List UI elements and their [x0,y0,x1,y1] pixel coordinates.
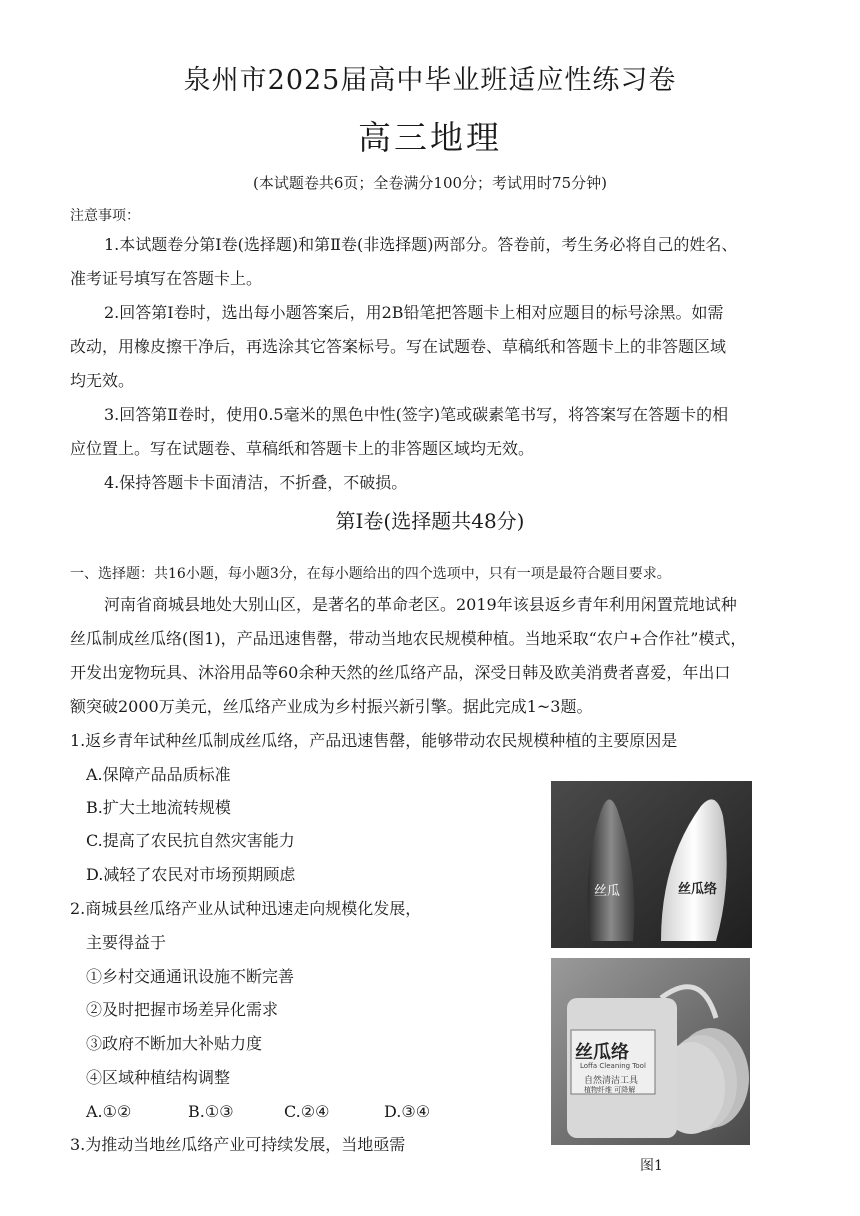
note-2-line-1: 2.回答第Ⅰ卷时，选出每小题答案后，用2B铅笔把答题卡上相对应题目的标号涂黑。如需 [104,303,724,322]
notes-heading: 注意事项： [70,208,140,224]
q2-option-d: D.③④ [384,1102,431,1121]
note-2-line-2: 改动，用橡皮擦干净后，再选涂其它答案标号。写在试题卷、草稿纸和答题卡上的非答题区域 [70,337,727,356]
exam-info: (本试题卷共6页；全卷满分100分；考试用时75分钟) [253,174,607,192]
q2-statement-3: ③政府不断加大补贴力度 [86,1034,263,1053]
note-1-line-2: 准考证号填写在答题卡上。 [70,269,263,288]
figure-caption: 图1 [640,1158,663,1174]
q2-option-a: A.①② [86,1102,132,1121]
note-4: 4.保持答题卡卡面清洁，不折叠，不破损。 [104,473,408,492]
figure-photo-gourd-loofah [551,781,752,948]
question-2-stem-line-2: 主要得益于 [86,933,167,952]
q2-option-b: B.①③ [188,1102,234,1121]
note-3-line-1: 3.回答第Ⅱ卷时，使用0.5毫米的黑色中性(签字)笔或碳素笔书写，将答案写在答题卡的相 [104,405,729,424]
gourd-loofah-illustration [551,781,752,948]
q1-option-b: B.扩大土地流转规模 [86,798,231,817]
product-sub-cn-2: 植物纤维 可降解 [584,1086,636,1094]
q2-statement-4: ④区域种植结构调整 [86,1068,231,1087]
product-name: 丝瓜络 [575,1042,629,1063]
q2-statement-1: ①乡村交通通讯设施不断完善 [86,967,295,986]
subject-title: 高三地理 [358,118,502,157]
q1-option-a: A.保障产品品质标准 [86,765,231,784]
exam-title: 泉州市2025届高中毕业班适应性练习卷 [183,65,677,96]
passage-line-3: 开发出宠物玩具、沐浴用品等60余种天然的丝瓜络产品，深受日韩及欧美消费者喜爱，年出口 [70,663,731,682]
note-1-line-1: 1.本试题卷分第Ⅰ卷(选择题)和第Ⅱ卷(非选择题)两部分。答卷前，考生务必将自己的姓名、 [104,235,738,254]
question-2-stem-line-1: 2.商城县丝瓜络产业从试种迅速走向规模化发展， [70,899,422,918]
q1-option-d: D.减轻了农民对市场预期顾虑 [86,865,296,884]
question-3-stem: 3.为推动当地丝瓜络产业可持续发展，当地亟需 [70,1135,406,1154]
label-loofah: 丝瓜络 [678,882,718,897]
question-1-stem: 1.返乡青年试种丝瓜制成丝瓜络，产品迅速售罄，能够带动农民规模种植的主要原因是 [70,731,678,750]
passage-line-4: 额突破2000万美元，丝瓜络产业成为乡村振兴新引擎。据此完成1~3题。 [70,697,593,716]
passage-line-1: 河南省商城县地处大别山区，是著名的革命老区。2019年该县返乡青年利用闲置荒地试种 [104,595,737,614]
label-gourd: 丝瓜 [594,884,621,899]
product-sub-english: Loffa Cleaning Tool [580,1062,646,1070]
q1-option-c: C.提高了农民抗自然灾害能力 [86,831,295,850]
passage-line-2: 丝瓜制成丝瓜络(图1)，产品迅速售罄，带动当地农民规模种植。当地采取“农户+合作社”模式， [70,629,747,648]
product-sub-cn: 自然清洁工具 [584,1076,639,1086]
note-2-line-3: 均无效。 [70,371,135,390]
section-instruction: 一、选择题：共16小题，每小题3分，在每小题给出的四个选项中，只有一项是最符合题目要求。 [70,566,671,582]
note-3-line-2: 应位置上。写在试题卷、草稿纸和答题卡上的非答题区域均无效。 [70,439,535,458]
section-title: 第Ⅰ卷(选择题共48分) [335,509,525,533]
q2-statement-2: ②及时把握市场差异化需求 [86,1000,279,1019]
q2-option-c: C.②④ [284,1102,330,1121]
